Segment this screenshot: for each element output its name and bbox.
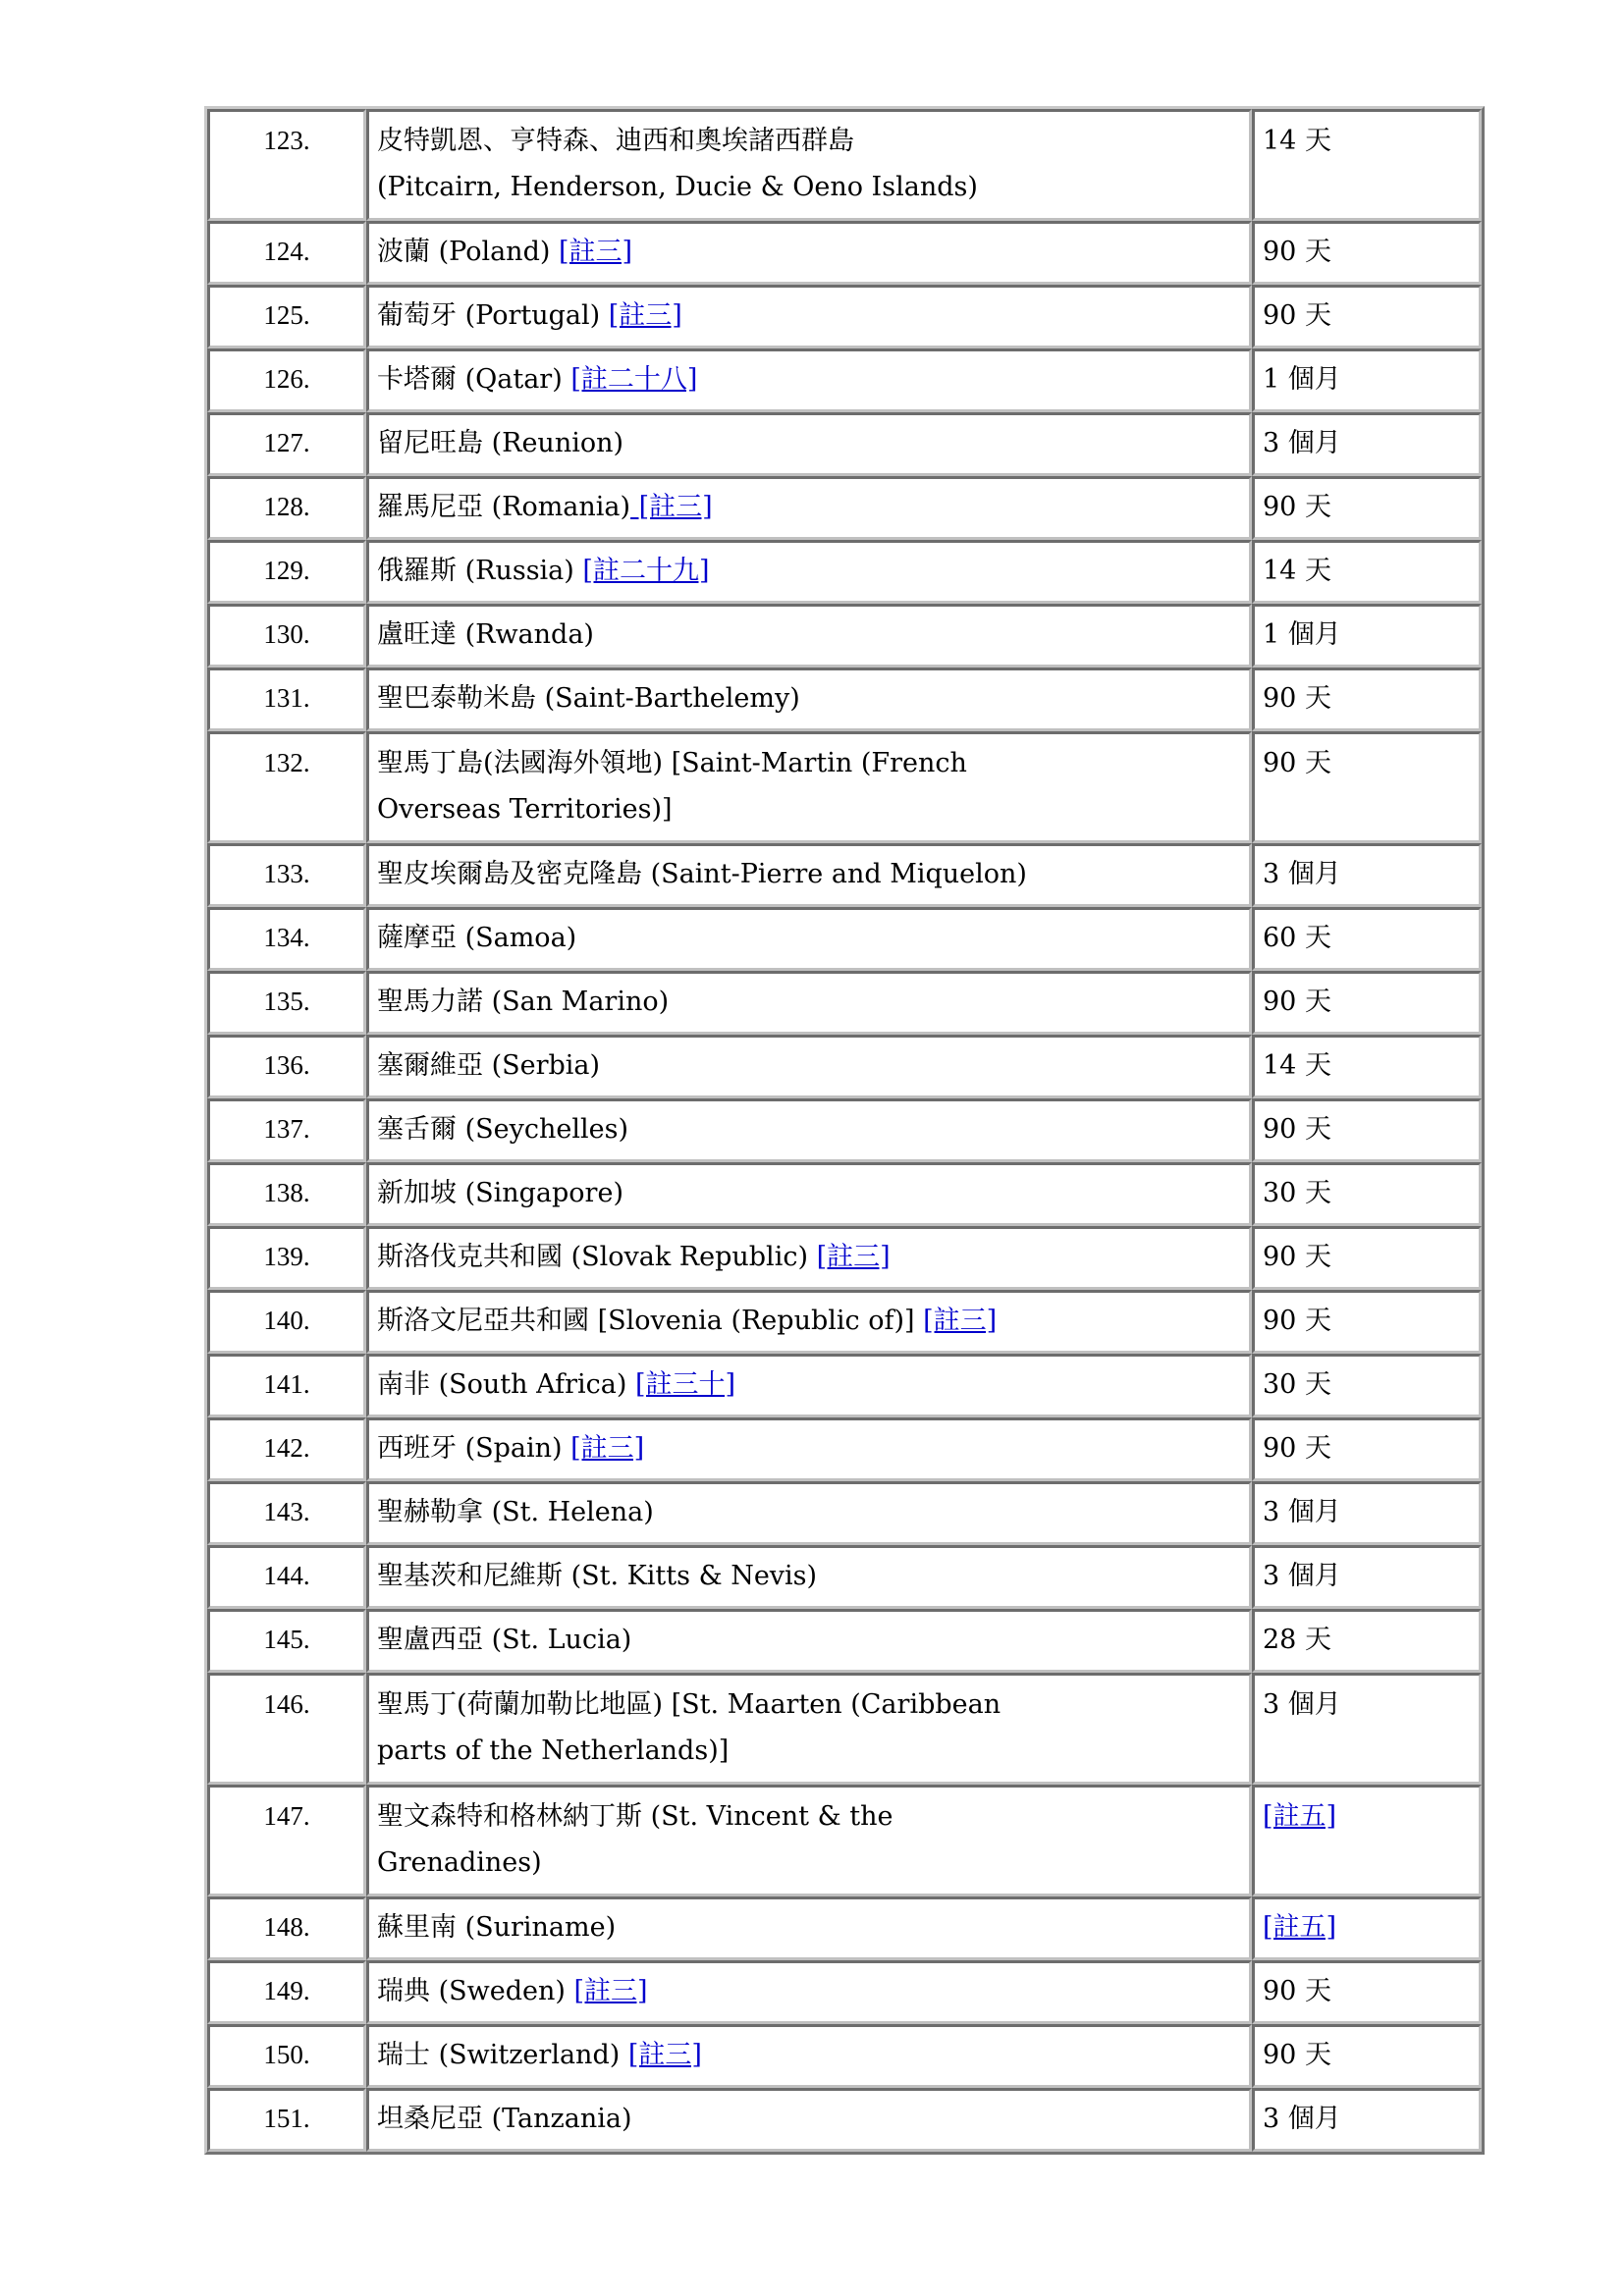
country-name-text: 波蘭 (Poland) bbox=[377, 237, 559, 267]
stay-duration-cell bbox=[1252, 1226, 1482, 1290]
country-name-text: 卡塔爾 (Qatar) bbox=[377, 364, 571, 395]
country-name-cell bbox=[366, 1545, 1252, 1609]
country-name-cell bbox=[366, 2088, 1252, 2152]
stay-duration-cell bbox=[1252, 1354, 1482, 1417]
country-name-cell bbox=[366, 1417, 1252, 1481]
country-name-cell bbox=[366, 1290, 1252, 1354]
table-body bbox=[207, 109, 1482, 2152]
row-number-cell: 139. bbox=[207, 1226, 366, 1290]
table-row bbox=[207, 2088, 1482, 2152]
visa-free-countries-table bbox=[204, 106, 1485, 2155]
table-row bbox=[207, 1226, 1482, 1290]
country-name-cell bbox=[366, 1354, 1252, 1417]
stay-duration-cell bbox=[1252, 971, 1482, 1035]
country-name-text: 薩摩亞 (Samoa) bbox=[377, 923, 577, 953]
table-row bbox=[207, 412, 1482, 476]
duration-text: 1 個月 bbox=[1263, 364, 1341, 395]
table-row bbox=[207, 540, 1482, 604]
country-name-text: 皮特凱恩、亨特森、迪西和奧埃諸西群島 (Pitcairn, Henderson, Ducie & Oeno Islands) bbox=[377, 126, 978, 202]
country-name-text: 瑞典 (Sweden) bbox=[377, 1976, 574, 2006]
duration-text: 30 天 bbox=[1263, 1178, 1331, 1208]
row-number-cell: 151. bbox=[207, 2088, 366, 2152]
table-row bbox=[207, 109, 1482, 221]
country-name-cell bbox=[366, 971, 1252, 1035]
row-number-cell: 149. bbox=[207, 1960, 366, 2024]
stay-duration-cell bbox=[1252, 1481, 1482, 1545]
country-name-cell bbox=[366, 843, 1252, 907]
table-row bbox=[207, 1354, 1482, 1417]
country-name-text: 蘇里南 (Suriname) bbox=[377, 1912, 617, 1943]
footnote-link[interactable]: [註三] bbox=[573, 1976, 648, 2006]
country-name-text: 斯洛伐克共和國 (Slovak Republic) bbox=[377, 1242, 817, 1272]
stay-duration-cell bbox=[1252, 476, 1482, 540]
stay-duration-cell bbox=[1252, 412, 1482, 476]
row-number-cell: 143. bbox=[207, 1481, 366, 1545]
country-name-text: 俄羅斯 (Russia) bbox=[377, 556, 583, 586]
table-row bbox=[207, 971, 1482, 1035]
country-name-cell bbox=[366, 1098, 1252, 1162]
country-name-text: 盧旺達 (Rwanda) bbox=[377, 619, 594, 650]
stay-duration-cell bbox=[1252, 907, 1482, 971]
stay-duration-cell bbox=[1252, 604, 1482, 667]
table-row bbox=[207, 1896, 1482, 1960]
footnote-link[interactable]: [註三] bbox=[630, 492, 713, 522]
country-name-text: 新加坡 (Singapore) bbox=[377, 1178, 623, 1208]
table-row bbox=[207, 1417, 1482, 1481]
row-number-cell: 144. bbox=[207, 1545, 366, 1609]
footnote-link[interactable]: [註三] bbox=[923, 1306, 998, 1336]
stay-duration-cell bbox=[1252, 1035, 1482, 1098]
stay-duration-cell bbox=[1252, 285, 1482, 348]
stay-duration-cell bbox=[1252, 348, 1482, 412]
country-name-cell bbox=[366, 1035, 1252, 1098]
stay-duration-cell bbox=[1252, 1673, 1482, 1785]
stay-duration-cell bbox=[1252, 731, 1482, 843]
duration-text: 14 天 bbox=[1263, 1050, 1331, 1081]
stay-duration-cell bbox=[1252, 1417, 1482, 1481]
footnote-link[interactable]: [註三] bbox=[558, 237, 633, 267]
country-name-cell bbox=[366, 109, 1252, 221]
row-number-cell: 133. bbox=[207, 843, 366, 907]
row-number-cell: 137. bbox=[207, 1098, 366, 1162]
country-name-cell bbox=[366, 540, 1252, 604]
table-row bbox=[207, 1162, 1482, 1226]
duration-text: 3 個月 bbox=[1263, 2104, 1341, 2134]
footnote-link[interactable]: [註三十] bbox=[634, 1369, 736, 1400]
row-number-cell: 142. bbox=[207, 1417, 366, 1481]
row-number-cell: 125. bbox=[207, 285, 366, 348]
stay-duration-cell bbox=[1252, 1162, 1482, 1226]
country-name-text: 聖馬力諾 (San Marino) bbox=[377, 987, 670, 1017]
row-number-cell: 123. bbox=[207, 109, 366, 221]
duration-text: 90 天 bbox=[1263, 1242, 1331, 1272]
duration-text: 90 天 bbox=[1263, 492, 1331, 522]
row-number-cell: 124. bbox=[207, 221, 366, 285]
duration-text: 3 個月 bbox=[1263, 1497, 1341, 1527]
row-number-cell: 126. bbox=[207, 348, 366, 412]
stay-duration-cell bbox=[1252, 843, 1482, 907]
table-row bbox=[207, 907, 1482, 971]
country-name-cell bbox=[366, 907, 1252, 971]
country-name-text: 聖赫勒拿 (St. Helena) bbox=[377, 1497, 654, 1527]
country-name-text: 羅馬尼亞 (Romania) bbox=[377, 492, 631, 522]
table-row bbox=[207, 1481, 1482, 1545]
duration-text: 90 天 bbox=[1263, 1306, 1331, 1336]
footnote-link[interactable]: [註二十九] bbox=[582, 556, 710, 586]
table-row bbox=[207, 1609, 1482, 1673]
country-name-text: 西班牙 (Spain) bbox=[377, 1433, 571, 1464]
stay-duration-cell bbox=[1252, 1098, 1482, 1162]
table-row bbox=[207, 1545, 1482, 1609]
country-name-text: 聖馬丁(荷蘭加勒比地區) [St. Maarten (Caribbean parts of the Netherlands)] bbox=[377, 1689, 1001, 1766]
stay-duration-cell bbox=[1252, 221, 1482, 285]
row-number-cell: 148. bbox=[207, 1896, 366, 1960]
country-name-cell bbox=[366, 604, 1252, 667]
duration-text: 90 天 bbox=[1263, 1976, 1331, 2006]
country-name-cell bbox=[366, 221, 1252, 285]
table-row bbox=[207, 731, 1482, 843]
duration-text: 90 天 bbox=[1263, 987, 1331, 1017]
country-name-cell bbox=[366, 1162, 1252, 1226]
row-number-cell: 131. bbox=[207, 667, 366, 731]
footnote-link[interactable]: [註三] bbox=[816, 1242, 891, 1272]
footnote-link[interactable]: [註三] bbox=[627, 2040, 702, 2070]
row-number-cell: 130. bbox=[207, 604, 366, 667]
row-number-cell: 150. bbox=[207, 2024, 366, 2088]
table-row bbox=[207, 221, 1482, 285]
country-name-text: 聖盧西亞 (St. Lucia) bbox=[377, 1625, 632, 1655]
duration-text: 3 個月 bbox=[1263, 428, 1341, 458]
duration-text: 90 天 bbox=[1263, 237, 1331, 267]
country-name-cell bbox=[366, 1896, 1252, 1960]
country-name-text: 瑞士 (Switzerland) bbox=[377, 2040, 628, 2070]
stay-duration-cell bbox=[1252, 2024, 1482, 2088]
stay-duration-cell bbox=[1252, 1785, 1482, 1896]
country-name-cell bbox=[366, 348, 1252, 412]
country-name-cell bbox=[366, 285, 1252, 348]
country-name-cell bbox=[366, 731, 1252, 843]
row-number-cell: 145. bbox=[207, 1609, 366, 1673]
country-name-text: 南非 (South Africa) bbox=[377, 1369, 635, 1400]
country-name-cell bbox=[366, 1785, 1252, 1896]
country-name-cell bbox=[366, 476, 1252, 540]
stay-duration-cell bbox=[1252, 109, 1482, 221]
stay-duration-cell bbox=[1252, 1290, 1482, 1354]
duration-footnote-link[interactable]: [註五] bbox=[1263, 1801, 1337, 1832]
duration-text: 3 個月 bbox=[1263, 859, 1341, 889]
row-number-cell: 127. bbox=[207, 412, 366, 476]
row-number-cell: 129. bbox=[207, 540, 366, 604]
duration-text: 90 天 bbox=[1263, 2040, 1331, 2070]
stay-duration-cell bbox=[1252, 1896, 1482, 1960]
table-row bbox=[207, 1673, 1482, 1785]
country-name-cell bbox=[366, 1481, 1252, 1545]
duration-footnote-link[interactable]: [註五] bbox=[1263, 1912, 1337, 1943]
table-row bbox=[207, 1785, 1482, 1896]
footnote-link[interactable]: [註二十八] bbox=[570, 364, 698, 395]
row-number-cell: 140. bbox=[207, 1290, 366, 1354]
country-name-cell bbox=[366, 412, 1252, 476]
row-number-cell: 134. bbox=[207, 907, 366, 971]
duration-text: 3 個月 bbox=[1263, 1689, 1341, 1720]
country-name-cell bbox=[366, 1609, 1252, 1673]
footnote-link[interactable]: [註三] bbox=[608, 300, 682, 331]
country-name-cell bbox=[366, 1960, 1252, 2024]
duration-text: 14 天 bbox=[1263, 126, 1331, 156]
row-number-cell: 138. bbox=[207, 1162, 366, 1226]
table-row bbox=[207, 348, 1482, 412]
country-name-text: 留尼旺島 (Reunion) bbox=[377, 428, 624, 458]
country-name-text: 葡萄牙 (Portugal) bbox=[377, 300, 609, 331]
row-number-cell: 128. bbox=[207, 476, 366, 540]
country-name-cell bbox=[366, 1673, 1252, 1785]
row-number-cell: 135. bbox=[207, 971, 366, 1035]
table-row bbox=[207, 476, 1482, 540]
stay-duration-cell bbox=[1252, 2088, 1482, 2152]
country-name-cell bbox=[366, 2024, 1252, 2088]
duration-text: 90 天 bbox=[1263, 683, 1331, 714]
stay-duration-cell bbox=[1252, 1545, 1482, 1609]
table-row bbox=[207, 2024, 1482, 2088]
duration-text: 3 個月 bbox=[1263, 1561, 1341, 1591]
duration-text: 30 天 bbox=[1263, 1369, 1331, 1400]
row-number-cell: 132. bbox=[207, 731, 366, 843]
row-number-cell: 146. bbox=[207, 1673, 366, 1785]
duration-text: 90 天 bbox=[1263, 748, 1331, 778]
duration-text: 1 個月 bbox=[1263, 619, 1341, 650]
table-row bbox=[207, 667, 1482, 731]
table-row bbox=[207, 843, 1482, 907]
row-number-cell: 136. bbox=[207, 1035, 366, 1098]
duration-text: 60 天 bbox=[1263, 923, 1331, 953]
table-row bbox=[207, 604, 1482, 667]
duration-text: 14 天 bbox=[1263, 556, 1331, 586]
duration-text: 90 天 bbox=[1263, 1433, 1331, 1464]
country-name-text: 坦桑尼亞 (Tanzania) bbox=[377, 2104, 632, 2134]
country-name-cell bbox=[366, 667, 1252, 731]
country-name-text: 聖馬丁島(法國海外領地) [Saint-Martin (French Overseas Territories)] bbox=[377, 748, 967, 825]
duration-text: 90 天 bbox=[1263, 300, 1331, 331]
stay-duration-cell bbox=[1252, 667, 1482, 731]
stay-duration-cell bbox=[1252, 1960, 1482, 2024]
table-row bbox=[207, 285, 1482, 348]
row-number-cell: 147. bbox=[207, 1785, 366, 1896]
stay-duration-cell bbox=[1252, 540, 1482, 604]
country-name-text: 聖皮埃爾島及密克隆島 (Saint-Pierre and Miquelon) bbox=[377, 859, 1027, 889]
country-name-cell bbox=[366, 1226, 1252, 1290]
country-name-text: 聖巴泰勒米島 (Saint-Barthelemy) bbox=[377, 683, 800, 714]
duration-text: 28 天 bbox=[1263, 1625, 1331, 1655]
table-row bbox=[207, 1960, 1482, 2024]
footnote-link[interactable]: [註三] bbox=[570, 1433, 645, 1464]
country-name-text: 聖基茨和尼維斯 (St. Kitts & Nevis) bbox=[377, 1561, 818, 1591]
country-name-text: 聖文森特和格林納丁斯 (St. Vincent & the Grenadines) bbox=[377, 1801, 893, 1878]
table-row bbox=[207, 1035, 1482, 1098]
country-name-text: 斯洛文尼亞共和國 [Slovenia (Republic of)] bbox=[377, 1306, 924, 1336]
table-row bbox=[207, 1290, 1482, 1354]
country-name-text: 塞爾維亞 (Serbia) bbox=[377, 1050, 601, 1081]
row-number-cell: 141. bbox=[207, 1354, 366, 1417]
table-row bbox=[207, 1098, 1482, 1162]
duration-text: 90 天 bbox=[1263, 1114, 1331, 1145]
country-name-text: 塞舌爾 (Seychelles) bbox=[377, 1114, 628, 1145]
stay-duration-cell bbox=[1252, 1609, 1482, 1673]
